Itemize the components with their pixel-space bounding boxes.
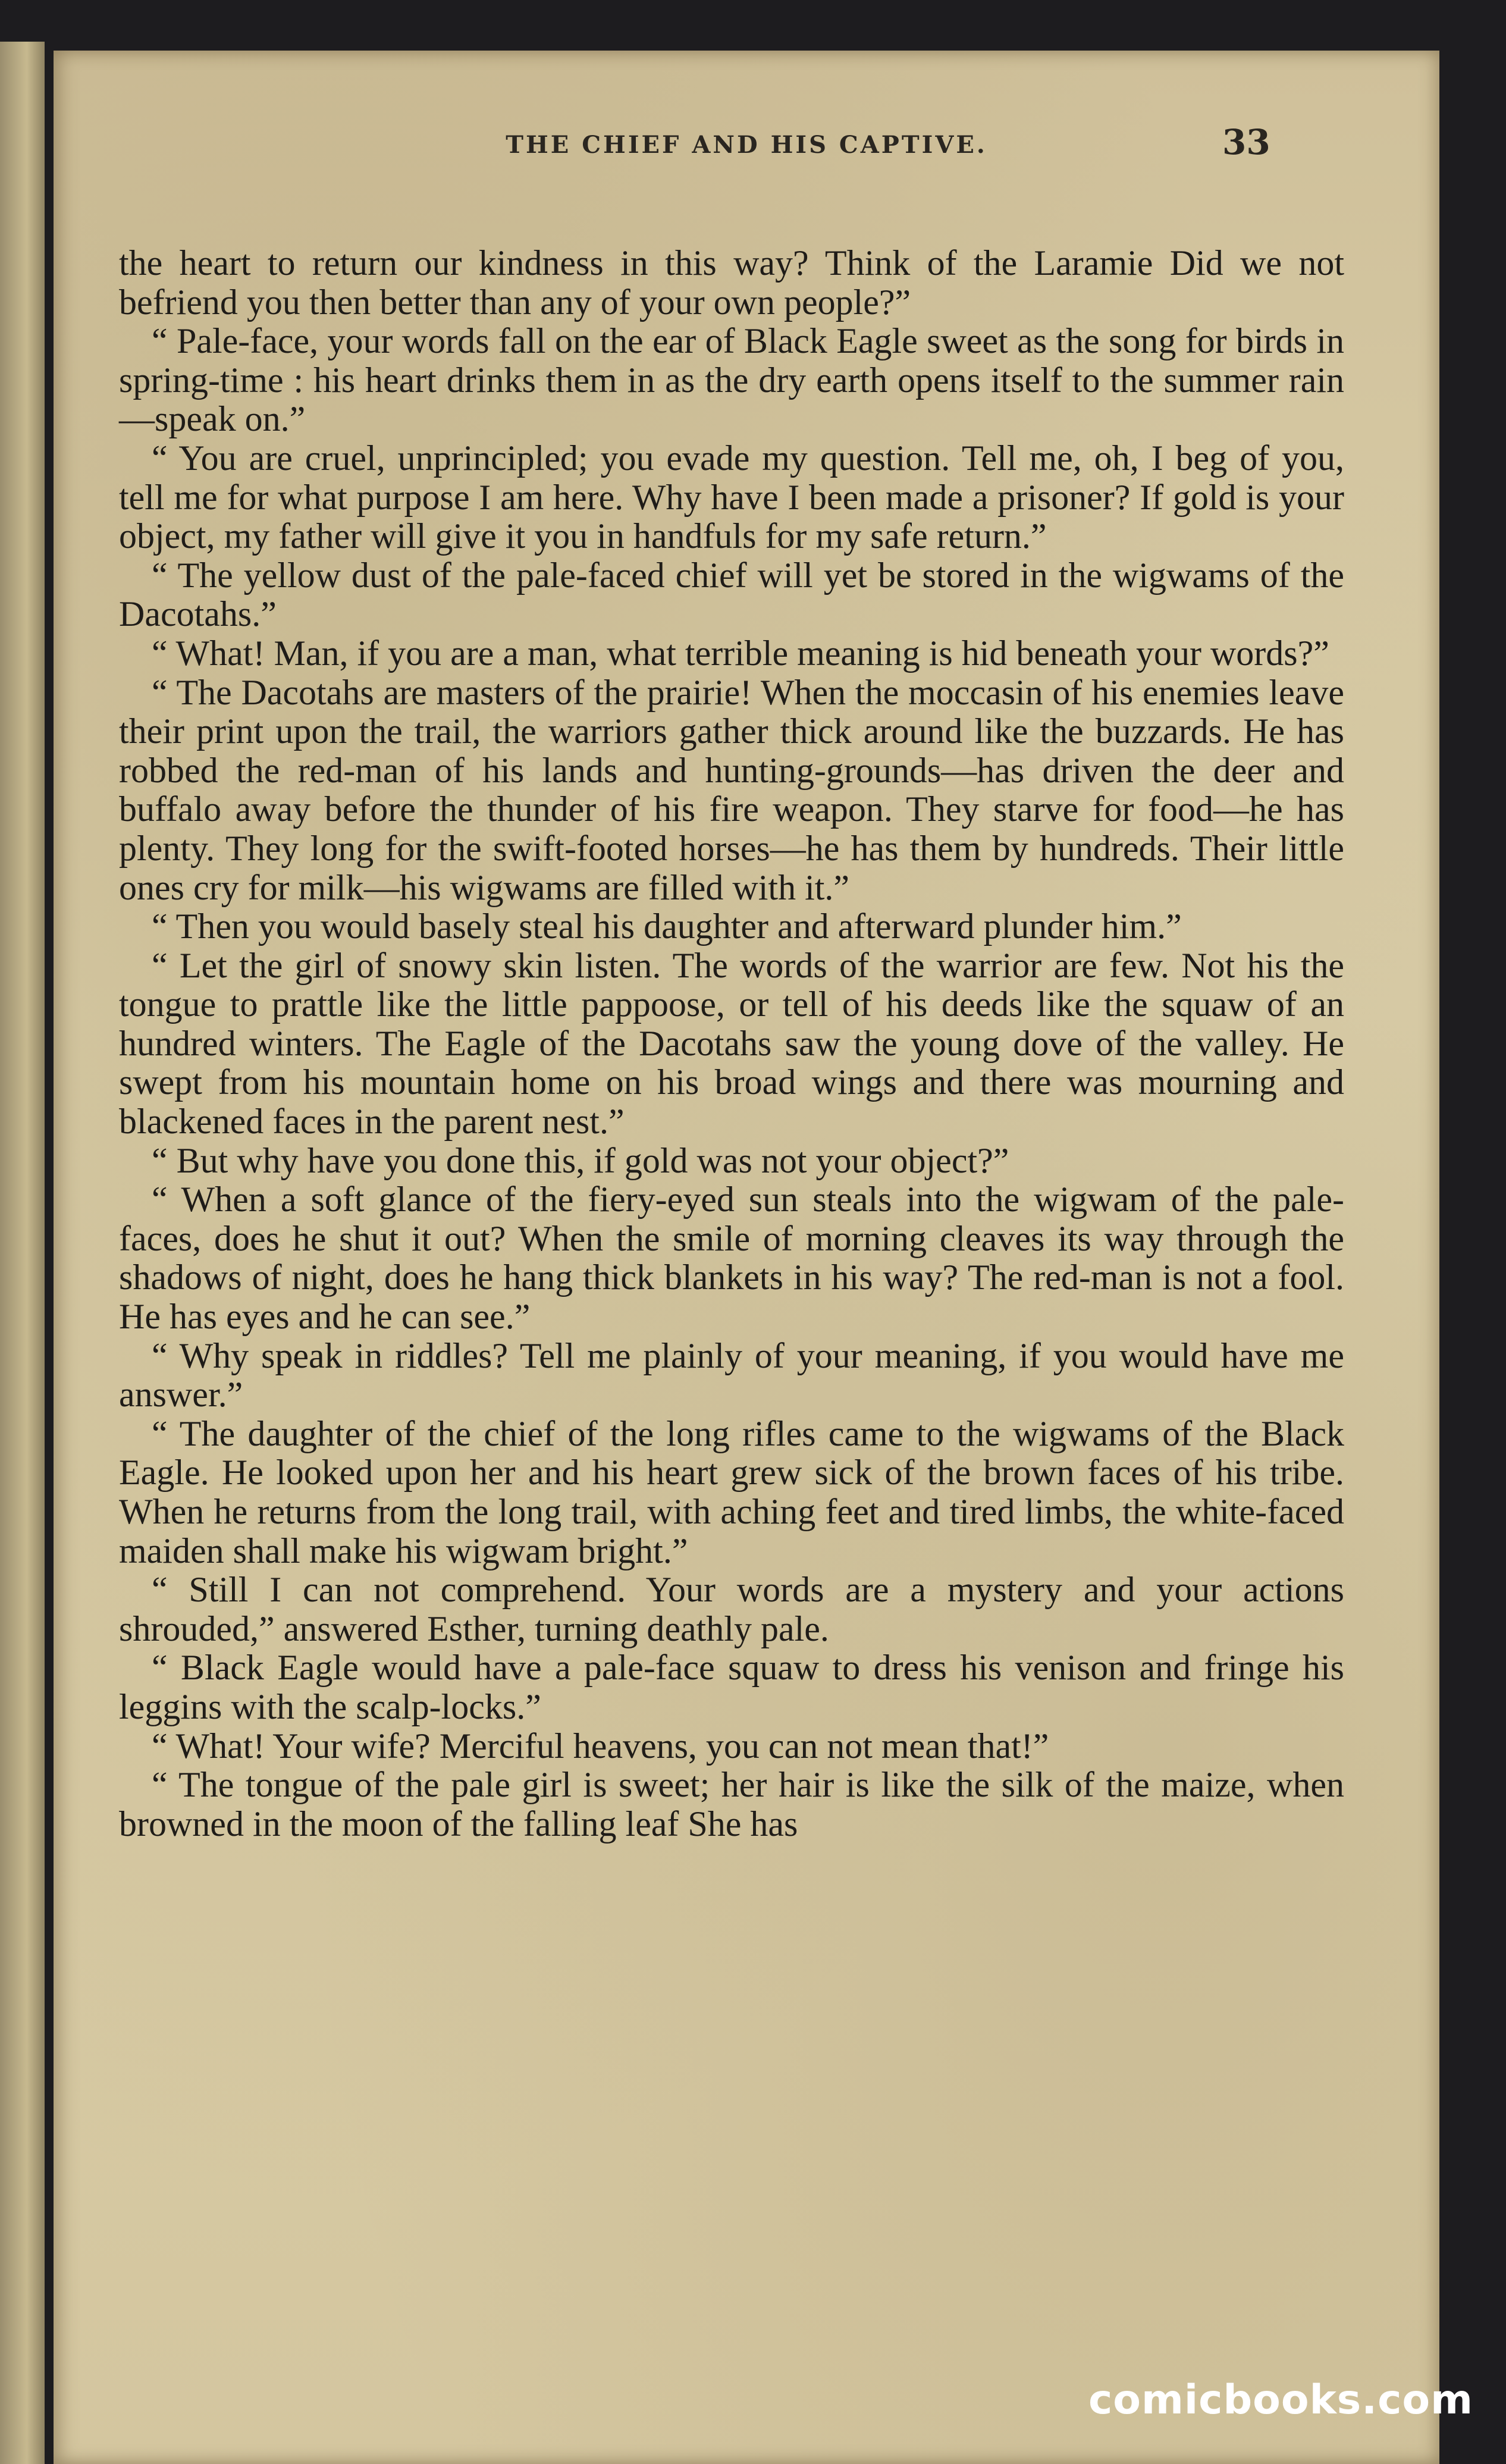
paragraph: “ What! Man, if you are a man, what terrible meaning is hid beneath your words?” xyxy=(152,633,1329,673)
paragraph: “ What! Your wife? Merciful heavens, you can not mean that!” xyxy=(152,1726,1049,1766)
paragraph: “ Let the girl of snowy skin listen. The words of the warrior are few. Not his the tongue to prattle like the little pappoose, or tell of his deeds like the squaw of an hundred winters. The Eagle of the Dacotahs saw the young dove of the valley. He swept from his mountain home on his broad wings and there was mourning and blackened faces in the parent nest.” xyxy=(119,945,1344,1142)
book-page xyxy=(54,51,1439,2464)
paragraph: “ Why speak in riddles? Tell me plainly of your meaning, if you would have me answer.” xyxy=(119,1336,1344,1415)
paragraph: “ Still I can not comprehend. Your words are a mystery and your actions shrouded,” answered Esther, turning deathly pale. xyxy=(119,1570,1344,1648)
paragraph: “ Black Eagle would have a pale-face squaw to dress his venison and fringe his leggins with the scalp-locks.” xyxy=(119,1648,1344,1726)
paragraph: “ When a soft glance of the fiery-eyed sun steals into the wigwam of the pale-faces, does he shut it out? When the smile of morning cleaves its way through the shadows of night, does he hang thick blankets in his way? The red-man is not a fool. He has eyes and he can see.” xyxy=(119,1180,1344,1337)
paragraph: “ The Dacotahs are masters of the prairie! When the moccasin of his enemies leave their print upon the trail, the warriors gather thick around like the buzzards. He has robbed the red-man of his lands and hunting-grounds—has driven the deer and buffalo away before the thunder of his fire weapon. They starve for food—he has plenty. They long for the swift-footed horses—he has them by hundreds. Their little ones cry for milk—his wigwams are filled with it.” xyxy=(119,672,1344,907)
page-number: 33 xyxy=(1222,122,1270,162)
paragraph: “ The tongue of the pale girl is sweet; her hair is like the silk of the maize, when browned in the moon of the falling leaf She has xyxy=(119,1765,1344,1844)
paragraph: “ Pale-face, your words fall on the ear of Black Eagle sweet as the song for birds in spring-time : his heart drinks them in as the dry earth opens itself to the summer rain—speak on.” xyxy=(119,321,1344,439)
paragraph: “ The yellow dust of the pale-faced chief will yet be stored in the wigwams of the Dacotahs.” xyxy=(119,555,1344,634)
paragraph: “ You are cruel, unprincipled; you evade my question. Tell me, oh, I beg of you, tell me for what purpose I am here. Why have I been made a prisoner? If gold is your object, my father will give it you in handfuls for my safe return.” xyxy=(119,438,1344,556)
paragraph: “ The daughter of the chief of the long rifles came to the wigwams of the Black Eagle. He looked upon her and his heart grew sick of the brown faces of his tribe. When he returns from the long trail, with aching feet and tired limbs, the white-faced maiden shall make his wigwam bright.” xyxy=(119,1413,1344,1570)
page-body xyxy=(119,244,1344,1844)
running-title: THE CHIEF AND HIS CAPTIVE. xyxy=(506,131,987,159)
facing-page-edge xyxy=(0,42,45,2464)
paragraph: the heart to return our kindness in this way? Think of the Laramie Did we not befriend you then better than any of your own people?” xyxy=(119,243,1344,322)
paragraph: “ Then you would basely steal his daughter and afterward plunder him.” xyxy=(152,907,1182,946)
paragraph: “ But why have you done this, if gold was not your object?” xyxy=(152,1140,1009,1180)
site-watermark: comicbooks.com xyxy=(1088,2377,1473,2424)
